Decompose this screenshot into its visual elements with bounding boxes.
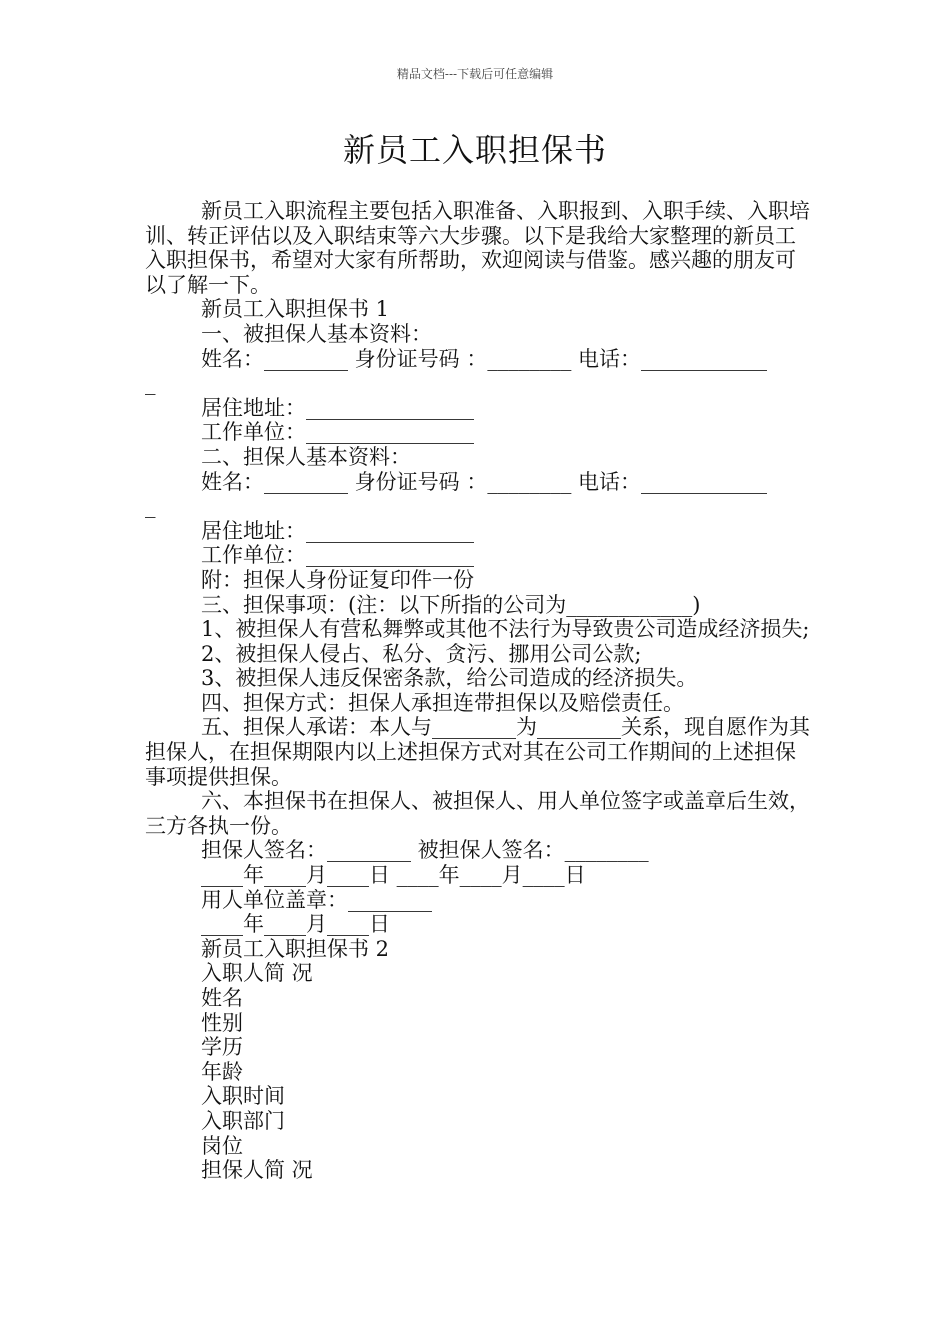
guarantee-method: 四、担保方式：担保人承担连带担保以及赔偿责任。	[201, 690, 684, 715]
guarantee-item-2: 2、被担保人侵占、私分、贪污、挪用公司公款;	[201, 641, 642, 666]
guaranteed-workplace-line: 工作单位：________________	[201, 420, 474, 445]
guarantee-matters-heading: 三、担保事项：(注：以下所指的公司为____________)	[201, 592, 701, 617]
signature-dates: ____年____月____日 ____年____月____日	[201, 863, 586, 888]
guaranteed-basic-info-heading: 一、被担保人基本资料：	[201, 321, 432, 346]
position-field-label: 岗位	[201, 1133, 243, 1158]
section-heading: 新员工入职担保书 2	[201, 936, 390, 961]
guaranteed-address-line: 居住地址：________________	[201, 395, 474, 420]
entry-time-field-label: 入职时间	[201, 1084, 285, 1109]
signature-line: 担保人签名：________ 被担保人签名：________	[201, 838, 649, 863]
company-seal-line: 用人单位盖章：________	[201, 887, 432, 912]
guaranteed-id-line-tail: _	[145, 371, 156, 396]
name-field-label: 姓名	[201, 986, 243, 1010]
company-seal-date: ____年____月____日	[201, 912, 390, 937]
guarantor-profile-label: 担保人简 况	[201, 1158, 313, 1183]
guarantor-workplace-line: 工作单位：________________	[201, 543, 474, 568]
gender-field-label: 性别	[201, 1010, 243, 1035]
intro-paragraph: 新员工入职流程主要包括入职准备、入职报到、入职手续、入职培训、转正评估以及入职结束等六大步骤。以下是我给大家整理的新员工入职担保书，希望对大家有所帮助，欢迎阅读与借鉴。感兴趣的朋友可以了解一下。	[145, 199, 810, 297]
guarantee-item-3: 3、被担保人违反保密条款，给公司造成的经济损失。	[201, 666, 698, 691]
guarantor-basic-info-heading: 二、担保人基本资料：	[201, 444, 411, 469]
entry-department-field-label: 入职部门	[201, 1108, 285, 1133]
effectiveness-clause: 六、本担保书在担保人、被担保人、用人单位签字或盖章后生效，三方各执一份。	[145, 789, 810, 838]
document-title: 新员工入职担保书	[342, 131, 607, 169]
guarantor-id-line: 姓名：________ 身份证号码 ：________ 电话：____________	[201, 469, 768, 494]
header-note: 精品文档---下载后可任意编辑	[396, 67, 554, 81]
guarantor-id-line-tail: _	[145, 494, 156, 519]
employee-profile-label: 入职人简 况	[201, 961, 313, 986]
guarantor-address-line: 居住地址：________________	[201, 518, 474, 543]
attachment-line: 附：担保人身份证复印件一份	[201, 567, 474, 592]
guarantor-promise: 五、担保人承诺：本人与________为________关系，现自愿作为其担保人，在担保期限内以上述担保方式对其在公司工作期间的上述担保事项提供担保。	[145, 715, 810, 789]
document-body	[145, 199, 810, 1183]
education-field-label: 学历	[201, 1035, 243, 1060]
section-heading: 新员工入职担保书 1	[201, 297, 390, 322]
guaranteed-id-line: 姓名：________ 身份证号码 ：________ 电话：____________	[201, 346, 768, 371]
guarantee-item-1: 1、被担保人有营私舞弊或其他不法行为导致贵公司造成经济损失;	[201, 617, 810, 642]
age-field-label: 年龄	[201, 1059, 243, 1084]
